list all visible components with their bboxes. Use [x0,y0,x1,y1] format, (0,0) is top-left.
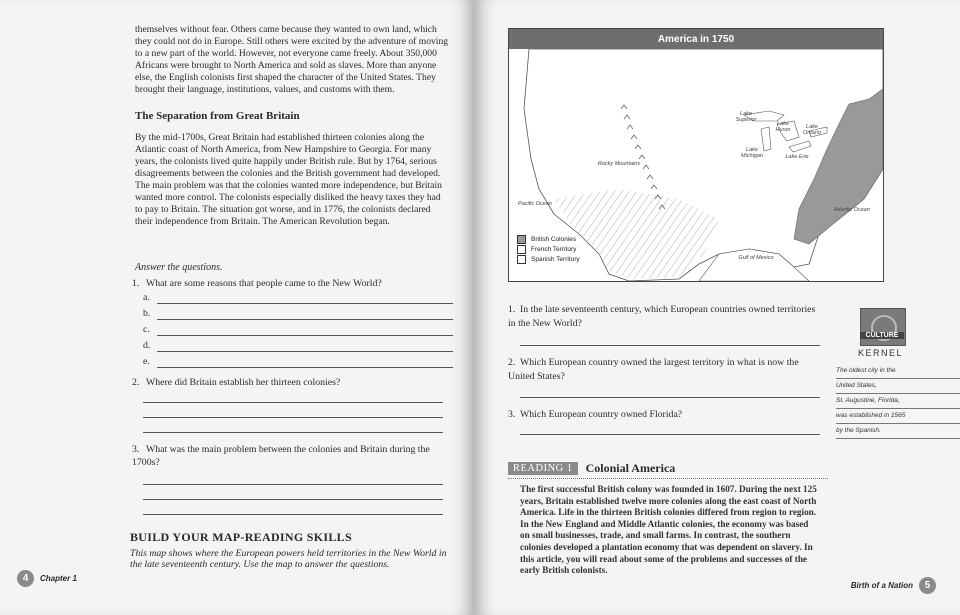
legend-swatch [517,245,526,254]
label-gulf-of-mexico: Gulf of Mexico [738,255,774,261]
question-text: What was the main problem between the colonies and Britain during the 1700s? [132,444,430,468]
intro-paragraph: themselves without fear. Others came because they wanted to own land, which they could not do in Europe. Still others were excited by the adventure of moving to a new part of the world. However, not everyone came freely. About 350,000 Africans were brought to North America and sold as slaves. More than anyone else, the English colonists first shaped the character of the United States. They brought their language, institutions, values, and customs with them. [135,24,449,95]
fact-line: The oldest city in the [836,364,960,379]
answer-label: e. [143,356,150,367]
question-number: 1. [508,304,516,315]
legend-label: British Colonies [531,235,577,243]
legend-swatch [517,235,526,244]
fact-line: was established in 1565 [836,409,960,424]
build-skills-description: This map shows where the European powers held territories in the New World in the late seventeenth century. Use the map to answer the questions. [130,548,447,570]
label-atlantic-ocean: Atlantic Ocean [834,207,870,213]
answer-line[interactable] [520,345,820,346]
culture-fact [836,364,960,439]
map-legend [517,234,580,264]
answer-label: a. [143,292,150,303]
answer-label: c. [143,324,150,335]
label-lake-huron: Lake Huron [775,121,791,133]
culture-logo-icon [860,308,906,346]
label-rocky-mountains: Rocky Mountains [597,161,641,167]
section-heading: The Separation from Great Britain [135,110,300,122]
kernel-title: KERNEL [858,348,904,358]
answer-line[interactable] [520,397,820,398]
page-number: 4 [17,570,34,587]
legend-item-french [517,244,580,254]
answer-line-a[interactable] [143,292,453,306]
label-pacific-ocean: Pacific Ocean [518,201,552,207]
label-lake-ontario: Lake Ontario [802,124,822,136]
page-number: 5 [919,577,936,594]
label-lake-erie: Lake Erie [785,154,809,160]
build-skills-heading: BUILD YOUR MAP-READING SKILLS [130,530,352,544]
answer-line-d[interactable] [143,340,453,354]
answer-line[interactable] [143,432,443,433]
answer-line[interactable] [143,484,443,485]
question-number: 3. [132,444,140,455]
label-lake-superior: Lake Superior [735,111,757,123]
answer-instruction: Answer the questions. [135,262,223,273]
answer-label: b. [143,308,151,319]
answer-line[interactable] [143,402,443,403]
left-page-footer [17,570,77,587]
legend-swatch [517,255,526,264]
answer-line-b[interactable] [143,308,453,322]
question-text: In the late seventeenth century, which European countries owned territories in the New World? [508,304,816,329]
chapter-label: Chapter 1 [40,574,77,583]
map-title: America in 1750 [509,29,883,49]
answer-label: d. [143,340,151,351]
chapter-title-label: Birth of a Nation [850,581,913,590]
legend-item-british [517,234,580,244]
label-lake-michigan: Lake Michigan [740,147,763,159]
question-text: Where did Britain establish her thirteen colonies? [146,377,341,388]
legend-item-spanish [517,254,580,264]
question-text: Which European country owned Florida? [520,409,683,420]
fact-line: by the Spanish. [836,424,960,439]
map-figure [508,28,884,282]
reading-badge: READING 1 [508,462,578,475]
map-question-2 [508,356,818,384]
reading-title: Colonial America [585,461,676,475]
answer-line-c[interactable] [143,324,453,338]
answer-line[interactable] [520,434,820,435]
answer-line[interactable] [143,514,443,515]
culture-logo-word: CULTURE [860,332,904,339]
answer-line[interactable] [143,417,443,418]
question-3 [132,443,452,469]
right-page-footer [851,577,936,594]
legend-label: French Territory [531,245,577,253]
left-page [0,0,472,615]
fact-line: United States, [836,379,960,394]
right-page [476,0,960,615]
reading-intro: The first successful British colony was founded in 1607. During the next 125 years, Britain established twelve more colonies along the east coast of North America. Life in the thirteen British colonies differed from region to region. In the New England and Middle Atlantic colonies, the economy was based on small businesses, trade, and small farms. In contrast, the southern colonies developed a plantation economy that was dependent on slavery. In this article, you will read about some of the problems and successes of the early British colonists. [520,484,817,576]
map-question-1 [508,303,818,331]
question-number: 2. [508,357,516,368]
question-text: What are some reasons that people came to the New World? [146,278,382,289]
reading-header [508,461,828,479]
question-number: 1. [132,278,140,289]
map-question-3 [508,408,818,422]
question-text: Which European country owned the largest territory in what is now the United States? [508,357,799,382]
legend-label: Spanish Territory [531,255,580,263]
question-2 [132,376,452,389]
question-number: 2. [132,377,140,388]
answer-line-e[interactable] [143,356,453,370]
answer-line[interactable] [143,499,443,500]
question-number: 3. [508,409,516,420]
fact-line: St. Augustine, Florida, [836,394,960,409]
question-1 [132,277,452,290]
culture-kernel-box [836,308,960,439]
separation-paragraph: By the mid-1700s, Great Britain had established thirteen colonies along the Atlantic coast of North America, from New Hampshire to Georgia. For many years, the colonists lived quite happily under British rule. But by 1764, serious disagreements between the colonies and the British government had developed. The main problem was that the colonies wanted more independence, but Britain wanted more control. The colonists especially disliked the heavy taxes they had to pay to Britain. The situation got worse, and in 1776, the colonists declared their independence from Britain. The American Revolution began. [135,132,442,227]
